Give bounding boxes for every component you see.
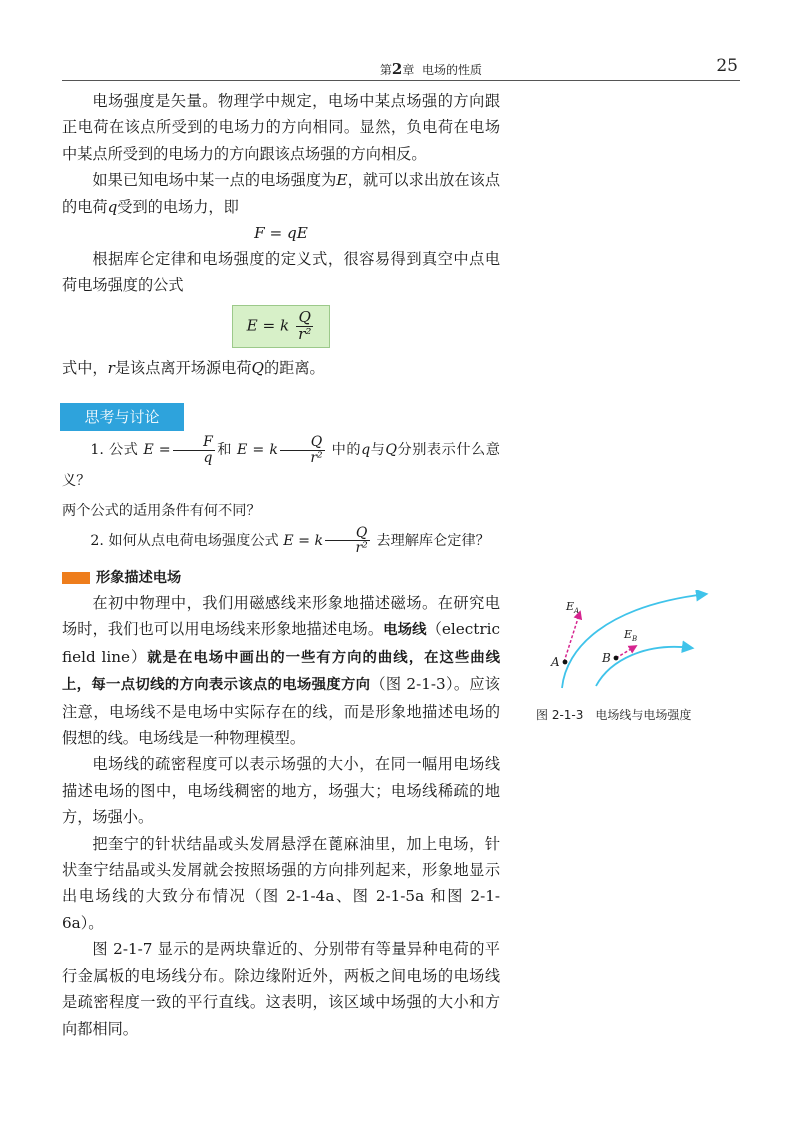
denominator: q: [203, 449, 213, 466]
figure-caption: 图 2-1-3 电场线与电场强度: [536, 708, 692, 722]
fraction: [325, 526, 370, 556]
denominator: r²: [310, 449, 323, 466]
chapter-prefix: 第: [379, 63, 392, 77]
fraction: [280, 435, 325, 465]
text: 是该点离开场源电荷: [114, 358, 252, 377]
text: 2. 如何从点电荷电场强度公式: [90, 532, 279, 549]
section-title-text: 形象描述电场: [96, 569, 182, 586]
paragraph-density: 电场线的疏密程度可以表示场强的大小，在同一幅用电场线描述电场的图中，电场线稠密的地方，场强大；电场线稀疏的地方，场强小。: [62, 755, 500, 827]
question-1-cont: 两个公式的适用条件有何不同？: [62, 502, 261, 519]
var-q: q: [361, 442, 371, 459]
var-Q: Q: [385, 442, 398, 459]
main-column: [62, 88, 500, 1042]
point-A: [563, 660, 568, 665]
numerator: Q: [296, 310, 313, 327]
label-EA-main: E: [566, 600, 575, 613]
chapter-title: 电场的性质: [421, 63, 482, 77]
fraction: [173, 435, 215, 465]
text: 在初中物理中，我们用磁感线来形象地描述磁场。在研究电场时，我们也可以用电场线来形象地描述电场。: [62, 594, 500, 639]
numerator: Q: [280, 435, 325, 451]
english-term: （electric field line）: [62, 620, 500, 666]
numerator: F: [173, 435, 215, 451]
formula-lhs: E = k: [246, 316, 290, 335]
section-title: [62, 566, 500, 590]
formula-text: F = qE: [254, 224, 308, 243]
point-B: [614, 656, 619, 661]
label-EB-main: E: [624, 628, 633, 641]
paragraph-vector: 电场强度是矢量。物理学中规定，电场中某点场强的方向跟正电荷在该点所受到的电场力的方向相同。显然，负电荷在电场中某点所受到的电场力的方向跟该点场强的方向相反。: [62, 92, 500, 163]
var-E: E: [336, 171, 348, 190]
formula-point-charge: [62, 305, 500, 355]
denominator: r²: [298, 324, 312, 343]
text: 和: [216, 442, 232, 459]
paragraph-force: [62, 167, 500, 220]
label-B: B: [602, 651, 611, 665]
chapter-heading: [380, 60, 482, 78]
paragraph-field-lines: [62, 590, 500, 751]
text: ，就可以求出放在该点的电荷: [62, 171, 501, 216]
formula-lhs: E =: [143, 442, 171, 459]
discussion-title: 思考与讨论: [60, 403, 184, 431]
vector-EB: [616, 646, 636, 658]
text: 与: [370, 442, 386, 459]
chapter-number: 2: [391, 60, 403, 78]
numerator: Q: [325, 526, 370, 542]
var-r: r: [107, 358, 115, 377]
label-EA-sub: A: [574, 607, 580, 615]
formula-force: [62, 220, 500, 246]
paragraph-coulomb: 根据库仑定律和电场强度的定义式，很容易得到真空中点电荷电场强度的公式: [62, 250, 500, 295]
label-EB-sub: B: [632, 635, 638, 643]
text: 的距离。: [263, 358, 325, 377]
paragraph-quinine: 把奎宁的针状结晶或头发屑悬浮在蓖麻油里，加上电场，针状奎宁结晶或头发屑就会按照场强的方向排列起来，形象地显示出电场线的大致分布情况（图 2-1-4a、图 2-1-5a 和图 2-1-6a）。: [62, 834, 500, 932]
vector-EA: [564, 612, 580, 662]
formula-lhs: E = k: [237, 442, 278, 459]
text: 1. 公式: [90, 442, 139, 459]
chapter-suffix: 章: [402, 63, 415, 77]
page-number: 25: [716, 56, 738, 76]
formula-box: [232, 305, 331, 348]
section-bar: [62, 572, 90, 584]
text: 式中，: [62, 358, 108, 377]
paragraph-definition: [62, 355, 500, 381]
formula-lhs: E = k: [283, 532, 324, 549]
definition-bold: 就是在电场中画出的一些有方向的曲线，在这些曲线上，每一点切线的方向表示该点的电场强度方向: [62, 649, 500, 694]
fraction: [296, 307, 313, 343]
denominator: r²: [355, 540, 368, 557]
text: 如果已知电场中某一点的电场强度为: [92, 171, 337, 190]
text: （图 2-1-3）。应该注意，电场线不是电场中实际存在的线，而是形象地描述电场的假想的线。电场线是一种物理模型。: [62, 675, 500, 748]
label-A: A: [551, 655, 560, 669]
text: 分别表示什么意义？: [62, 442, 500, 489]
label-EA: [565, 600, 579, 615]
question-1: [62, 435, 500, 495]
var-Q: Q: [251, 358, 264, 377]
paragraph-plates: 图 2-1-7 显示的是两块靠近的、分别带有等量异种电荷的平行金属板的电场线分布。除边缘附近外，两板之间电场的电场线是疏密程度一致的平行直线。这表明，该区域中场强的大小和方向都相同。: [62, 940, 500, 1038]
text: 去理解库仑定律？: [376, 532, 490, 549]
text: 中的: [331, 442, 362, 459]
var-q: q: [107, 197, 118, 216]
figure-field-lines: [536, 590, 766, 700]
question-2: [62, 526, 500, 556]
page-header: [62, 56, 740, 81]
label-EB: [623, 628, 637, 643]
term-field-line: 电场线: [383, 622, 427, 639]
text: 受到的电场力，即: [117, 197, 239, 216]
